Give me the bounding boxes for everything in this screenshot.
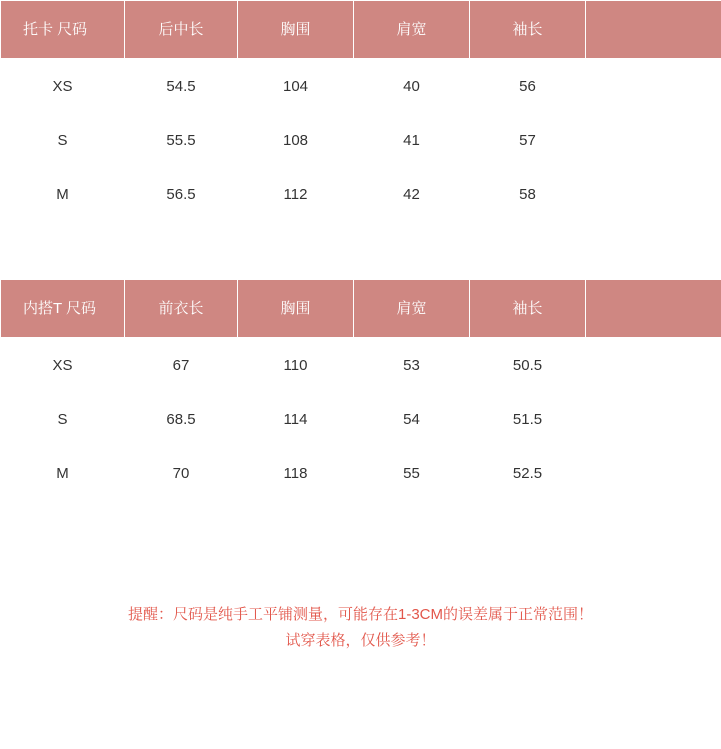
column-header-sleeve: 袖长 — [470, 280, 586, 338]
notice-line-2: 试穿表格，仅供参考！ — [285, 632, 436, 649]
cell-size: XS — [1, 338, 125, 393]
inner-tee-size-table — [0, 279, 721, 500]
size-table-block-2 — [0, 279, 721, 500]
cell-blank — [586, 113, 721, 167]
cell-sleeve: 50.5 — [470, 338, 586, 393]
cell-blank — [586, 59, 721, 114]
notice-line-1: 提醒：尺码是纯手工平铺测量，可能存在1-3CM的误差属于正常范围！ — [127, 606, 593, 623]
column-header-back-length: 后中长 — [125, 1, 238, 59]
table-row — [1, 113, 721, 167]
table-header-row — [1, 280, 721, 338]
column-header-shoulder: 肩宽 — [354, 1, 470, 59]
cell-front-length: 70 — [125, 446, 238, 500]
table-row — [1, 59, 721, 114]
table-spacer — [0, 221, 721, 279]
cell-shoulder: 53 — [354, 338, 470, 393]
column-header-sleeve: 袖长 — [470, 1, 586, 59]
cell-bust: 118 — [238, 446, 354, 500]
table-header-row — [1, 1, 721, 59]
cell-front-length: 67 — [125, 338, 238, 393]
cell-size: XS — [1, 59, 125, 114]
notice-spacer — [0, 500, 721, 602]
cell-sleeve: 51.5 — [470, 392, 586, 446]
table-row — [1, 338, 721, 393]
table-row — [1, 446, 721, 500]
cell-size: M — [1, 446, 125, 500]
column-header-bust: 胸围 — [238, 280, 354, 338]
cell-sleeve: 58 — [470, 167, 586, 221]
cell-sleeve: 52.5 — [470, 446, 586, 500]
cell-shoulder: 55 — [354, 446, 470, 500]
jacket-size-table — [0, 0, 721, 221]
column-header-front-length: 前衣长 — [125, 280, 238, 338]
column-header-blank — [586, 280, 721, 338]
column-header-shoulder: 肩宽 — [354, 280, 470, 338]
measurement-notice — [0, 602, 721, 654]
cell-bust: 112 — [238, 167, 354, 221]
cell-bust: 108 — [238, 113, 354, 167]
cell-shoulder: 42 — [354, 167, 470, 221]
cell-shoulder: 40 — [354, 59, 470, 114]
cell-back-length: 56.5 — [125, 167, 238, 221]
cell-blank — [586, 446, 721, 500]
table-row — [1, 392, 721, 446]
size-table-block-1 — [0, 0, 721, 221]
cell-blank — [586, 392, 721, 446]
column-header-blank — [586, 1, 721, 59]
cell-bust: 110 — [238, 338, 354, 393]
cell-bust: 114 — [238, 392, 354, 446]
cell-back-length: 54.5 — [125, 59, 238, 114]
cell-shoulder: 41 — [354, 113, 470, 167]
column-header-bust: 胸围 — [238, 1, 354, 59]
cell-size: S — [1, 392, 125, 446]
table-row — [1, 167, 721, 221]
cell-front-length: 68.5 — [125, 392, 238, 446]
cell-back-length: 55.5 — [125, 113, 238, 167]
column-header-size: 托卡 尺码 — [1, 1, 125, 59]
cell-sleeve: 57 — [470, 113, 586, 167]
cell-sleeve: 56 — [470, 59, 586, 114]
cell-size: M — [1, 167, 125, 221]
column-header-size: 内搭T 尺码 — [1, 280, 125, 338]
cell-blank — [586, 338, 721, 393]
cell-blank — [586, 167, 721, 221]
cell-bust: 104 — [238, 59, 354, 114]
cell-size: S — [1, 113, 125, 167]
cell-shoulder: 54 — [354, 392, 470, 446]
